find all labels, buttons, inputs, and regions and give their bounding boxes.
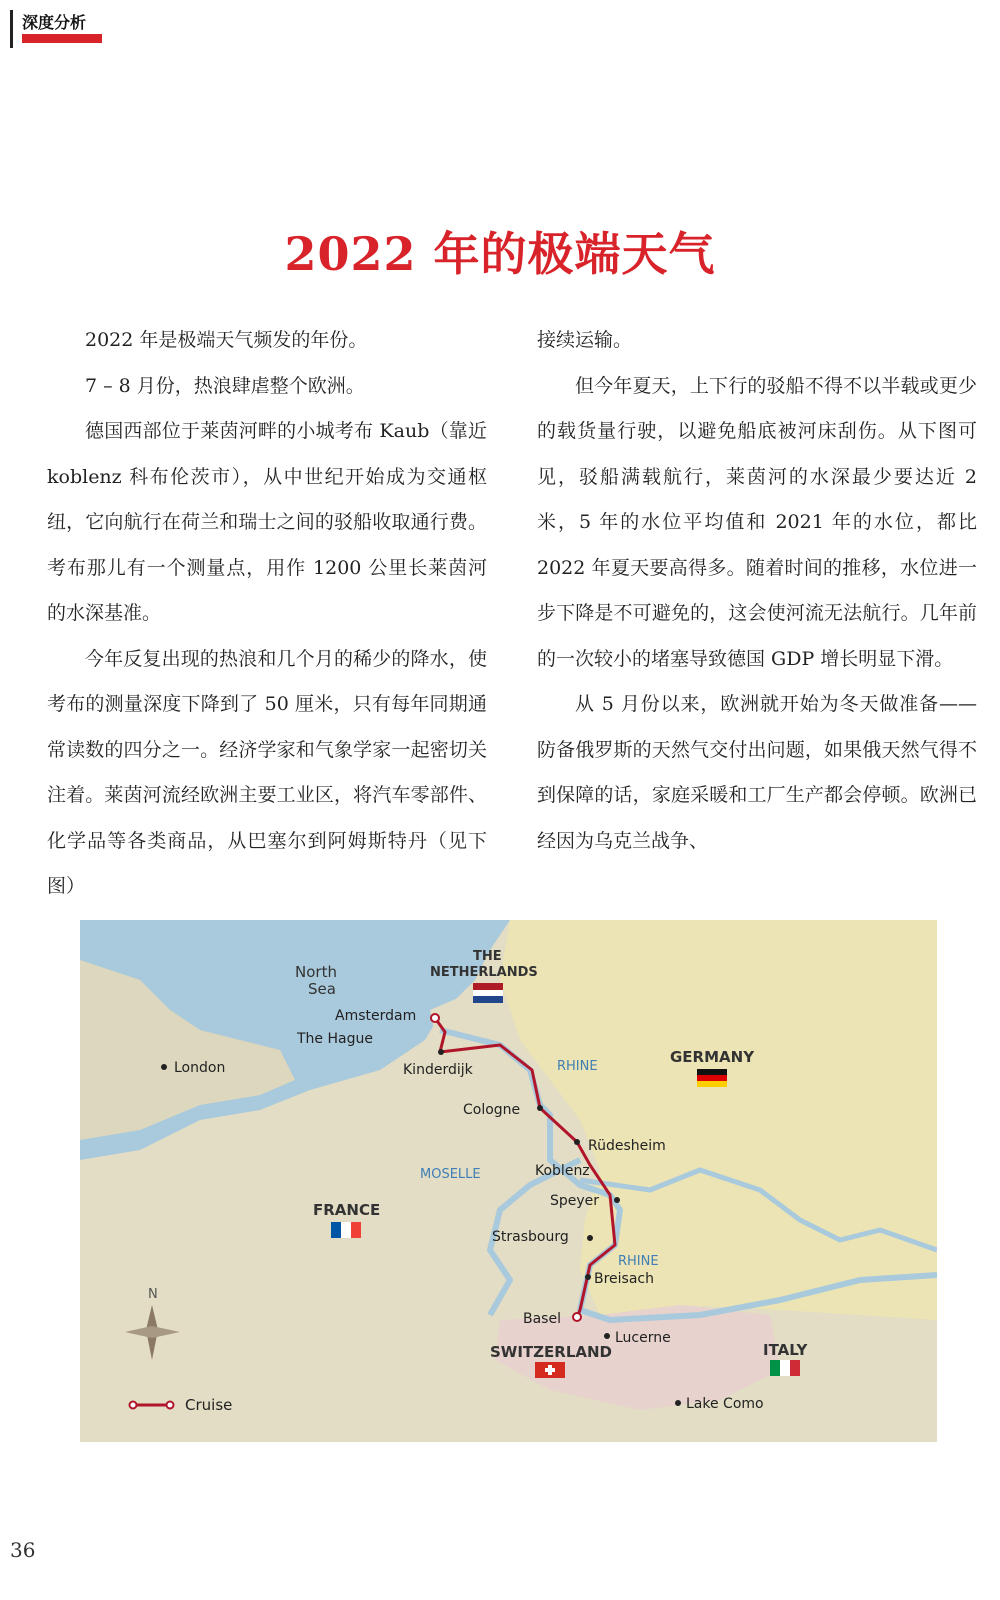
- netherlands-flag: [473, 983, 503, 1003]
- rhine-cruise-map: [80, 920, 937, 1442]
- article-title: 2022 年的极端天气: [284, 227, 716, 281]
- svg-text:Strasbourg: Strasbourg: [492, 1229, 569, 1245]
- netherlands-label: NETHERLANDS: [430, 965, 538, 980]
- legend-marker: [167, 1402, 174, 1409]
- france-flag: [331, 1222, 361, 1238]
- city-basel: [523, 1311, 561, 1327]
- svg-text:Kinderdijk: Kinderdijk: [403, 1062, 473, 1078]
- paragraph-continuation: 接续运输。: [537, 329, 633, 351]
- svg-text:Lake Como: Lake Como: [686, 1396, 764, 1412]
- svg-text:Rüdesheim: Rüdesheim: [588, 1138, 666, 1154]
- legend-label: Cruise: [185, 1396, 233, 1414]
- netherlands-label: THE: [473, 949, 502, 964]
- legend-marker: [130, 1402, 137, 1409]
- germany-flag: [697, 1069, 727, 1087]
- city-koblenz: [535, 1163, 590, 1179]
- city-lake-como: [675, 1396, 764, 1412]
- moselle-label: MOSELLE: [420, 1167, 481, 1182]
- svg-text:Breisach: Breisach: [594, 1271, 654, 1287]
- left-column: [47, 318, 487, 910]
- rhine-label: RHINE: [557, 1059, 598, 1074]
- italy-label: ITALY: [763, 1341, 808, 1359]
- page-number: 36: [10, 1538, 36, 1562]
- svg-text:N: N: [148, 1287, 158, 1302]
- svg-text:Lucerne: Lucerne: [615, 1330, 671, 1346]
- paragraph: 今年反复出现的热浪和几个月的稀少的降水，使考布的测量深度下降到了 50 厘米，只有每年同期通常读数的四分之一。经济学家和气象学家一起密切关注着。莱茵河流经欧洲主要工业区，将汽车零部件、化学品等各类商品，从巴塞尔到阿姆斯特丹（见下图）: [47, 647, 487, 897]
- sea-label: North: [295, 963, 337, 981]
- right-column: [537, 318, 977, 864]
- france-label: FRANCE: [313, 1201, 381, 1219]
- section-label: 深度分析: [22, 13, 87, 32]
- paragraph: 从 5 月份以来，欧洲就开始为冬天做准备——防备俄罗斯的天然气交付出问题，如果俄天然气得不到保障的话，家庭采暖和工厂生产都会停顿。欧洲已经因为乌克兰战争、: [537, 693, 977, 852]
- sea-label: Sea: [308, 980, 336, 998]
- header-red-bar: [22, 34, 102, 43]
- city-breisach: [585, 1271, 654, 1287]
- paragraph: 但今年夏天，上下行的驳船不得不以半载或更少的载货量行驶，以避免船底被河床刮伤。从下图可见，驳船满载航行，莱茵河的水深最少要达近 2 米，5 年的水位平均值和 2021 年的水位，都比 2022 年夏天要高得多。随着时间的推移，水位进一步下降是不可避免的，这会使河流无法航行。几年前的一次较小的堵塞导致德国 GDP 增长明显下滑。: [537, 374, 977, 670]
- germany-label: GERMANY: [670, 1048, 755, 1066]
- svg-text:Cologne: Cologne: [463, 1102, 521, 1118]
- paragraph: 2022 年是极端天气频发的年份。: [85, 329, 368, 351]
- rhine-label: RHINE: [618, 1254, 659, 1269]
- city-amsterdam: [335, 1008, 416, 1024]
- header-rule: [10, 10, 13, 48]
- switzerland-flag: [535, 1362, 565, 1378]
- route-end-marker: [573, 1313, 581, 1321]
- paragraph: 7 – 8 月份，热浪肆虐整个欧洲。: [85, 374, 365, 397]
- svg-text:Amsterdam: Amsterdam: [335, 1008, 417, 1024]
- paragraph: 德国西部位于莱茵河畔的小城考布 Kaub（靠近 koblenz 科布伦茨市），从中世纪开始成为交通枢纽，它向航行在荷兰和瑞士之间的驳船收取通行费。考布那儿有一个测量点，用作 1200 公里长莱茵河的水深基准。: [47, 420, 487, 624]
- svg-text:Koblenz: Koblenz: [535, 1163, 590, 1179]
- svg-text:London: London: [174, 1060, 226, 1076]
- route-start-marker: [431, 1014, 439, 1022]
- svg-text:Speyer: Speyer: [550, 1193, 600, 1209]
- switzerland-label: SWITZERLAND: [490, 1343, 613, 1361]
- svg-text:The Hague: The Hague: [297, 1031, 373, 1047]
- svg-text:Basel: Basel: [523, 1311, 561, 1327]
- italy-flag: [770, 1360, 800, 1376]
- city-the-hague: [296, 1031, 373, 1047]
- city-rudesheim: [574, 1138, 666, 1154]
